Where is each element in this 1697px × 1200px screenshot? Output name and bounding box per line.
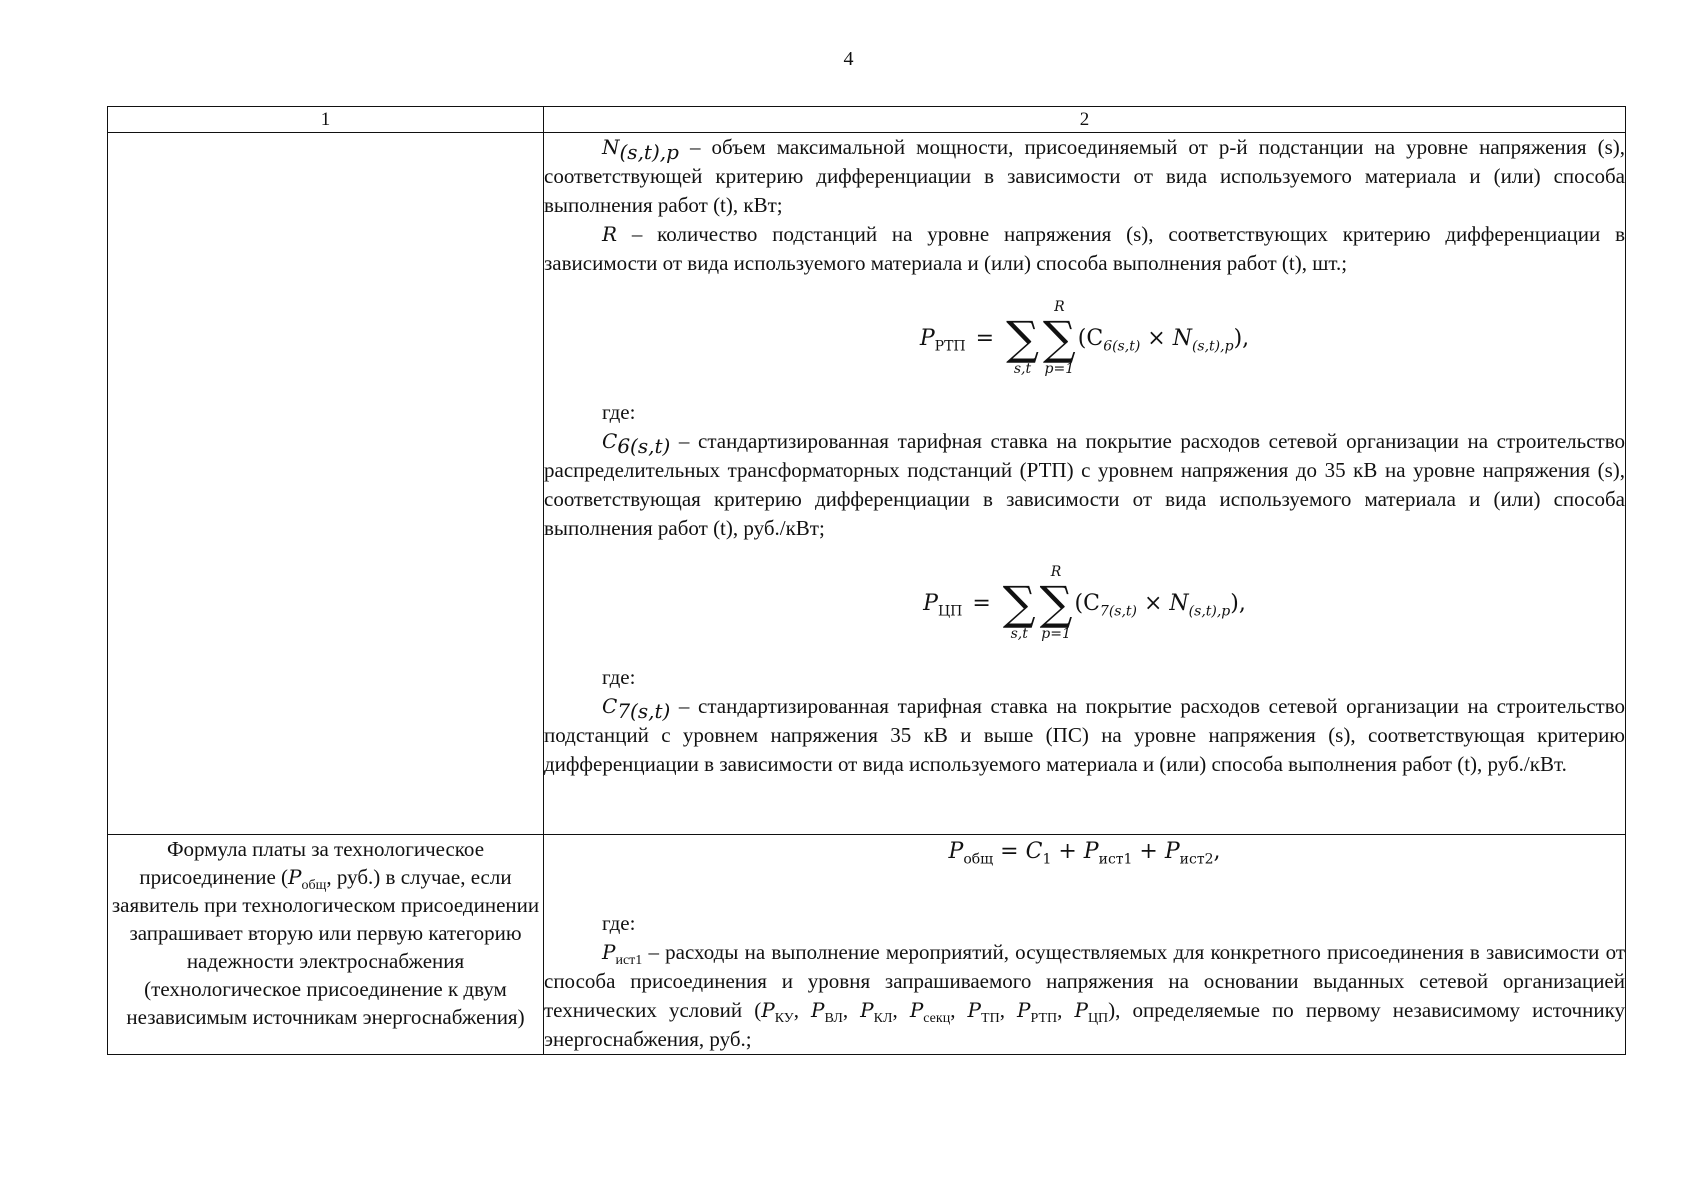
document-table	[107, 106, 1626, 1055]
page-number: 4	[843, 48, 854, 70]
definition-n-text: – объем максимальной мощности, присоединяемый от p-й подстанции на уровне напряжения (s), соответствующей критерию дифференциации в зависимости от вида используемого материала и (или) способа выполнения работ (t), кВт;	[544, 135, 1625, 217]
row1-left-cell	[108, 133, 544, 835]
formula-cp-rhs: $(С_{7(s,t)} \times N_{(s,t),p})$,	[1074, 590, 1246, 619]
formula-cp-equals: =	[972, 590, 991, 616]
cost-component: $P_{секц}$,	[909, 998, 968, 1027]
cost-component: $P_{ЦП}$	[1074, 998, 1109, 1027]
variable-p-total: P	[288, 865, 302, 889]
formula-rtp-rhs: $(С_{6(s,t)} \times N_{(s,t),p})$,	[1077, 325, 1250, 354]
formula-rtp-equals: =	[975, 325, 995, 351]
definition-p-ist1: $P_{ист1}$ – расходы на выполнение мероприятий, осуществляемых для конкретного присоединения в зависимости от способа присоединения и уровня запрашиваемого напряжения на основании выданных сетевой организацией технических условий ($P_{КУ}$, $P_{ВЛ}$, $P_{КЛ}$, $P_{секц}$, $P_{ТП}$, $P_{РТП}$, $P_{ЦП}$), определяемые по первому независимому источнику энергоснабжения, руб.;	[544, 940, 1625, 1051]
cost-component: $P_{ТП}$,	[967, 998, 1018, 1027]
definition-r-text: – количество подстанций на уровне напряжения (s), соответствующих критерию дифференциации в зависимости от вида используемого материала и (или) способа выполнения работ (t), шт.;	[544, 222, 1625, 275]
definition-c7-text: – стандартизированная тарифная ставка на покрытие расходов сетевой организации на строительство подстанций с уровнем напряжения 35 кВ и выше (ПС) на уровне напряжения (s), соответствующая критерию дифференциации в зависимости от вида используемого материала и (или) способа выполнения работ (t), руб./кВт.	[544, 694, 1625, 776]
formula-rtp	[544, 278, 1625, 398]
sum-over-p: R ∑ p=1	[1042, 299, 1076, 377]
formula-cp	[544, 543, 1625, 663]
variable-n-subscript: (s,t),p	[619, 140, 679, 165]
table-row	[108, 835, 1626, 1055]
definition-c6	[544, 427, 1625, 543]
cost-component: $P_{ВЛ}$,	[811, 998, 861, 1027]
cost-component: $P_{РТП}$,	[1017, 998, 1075, 1027]
variable-p-ist1: P	[602, 940, 616, 964]
variable-c6-subscript: 6(s,t)	[617, 434, 671, 459]
definition-n	[544, 133, 1625, 220]
variable-p-ist1-subscript: ист1	[615, 953, 643, 969]
variable-c7-subscript: 7(s,t)	[617, 699, 671, 724]
column-2-header: 2	[544, 107, 1626, 133]
formula-total: $P_{общ} = C_1 + P_{ист1} + P_{ист2}$,	[948, 839, 1221, 868]
definition-c6-text: – стандартизированная тарифная ставка на покрытие расходов сетевой организации на строительство распределительных трансформаторных подстанций (РТП) с уровнем напряжения до 35 кВ на уровне напряжения (s), соответствующая критерию дифференциации в зависимости от вида используемого материала и (или) способа выполнения работ (t), руб./кВт;	[544, 429, 1625, 540]
row2-right-cell	[544, 835, 1626, 1055]
variable-r: R	[602, 222, 618, 246]
where-label-3: где:	[602, 911, 636, 935]
where-label-1: где:	[602, 400, 636, 424]
variable-c7: C	[602, 694, 618, 718]
formula-rtp-lhs: $P_{РТП}$	[919, 325, 966, 354]
row1-right-cell	[544, 133, 1626, 835]
sum-over-st: ∑ s,t	[1006, 311, 1039, 377]
sum-over-p-2: R ∑ p=1	[1039, 564, 1073, 642]
variable-c6: C	[602, 429, 618, 453]
formula-cp-lhs: $P_{ЦП}$	[923, 590, 963, 619]
sum-over-st-2: ∑ s,t	[1002, 576, 1036, 642]
row2-left-cell: Формула платы за технологическое присоединение ($P_{общ}$, руб.) в случае, если заявитель при технологическом присоединении запрашивает вторую или первую категорию надежности электроснабжения (технологическое присоединение к двум независимым источникам энергоснабжения)	[108, 835, 544, 1055]
where-label-2: где:	[602, 665, 636, 689]
definition-r	[544, 220, 1625, 278]
definition-c7	[544, 692, 1625, 779]
cost-component-list	[761, 998, 1109, 1027]
table-row	[108, 133, 1626, 835]
variable-n: N	[602, 135, 620, 159]
cost-component: $P_{КУ}$,	[761, 998, 812, 1027]
column-1-header: 1	[108, 107, 544, 133]
table-header-row	[108, 107, 1626, 133]
cost-component: $P_{КЛ}$,	[860, 998, 910, 1027]
